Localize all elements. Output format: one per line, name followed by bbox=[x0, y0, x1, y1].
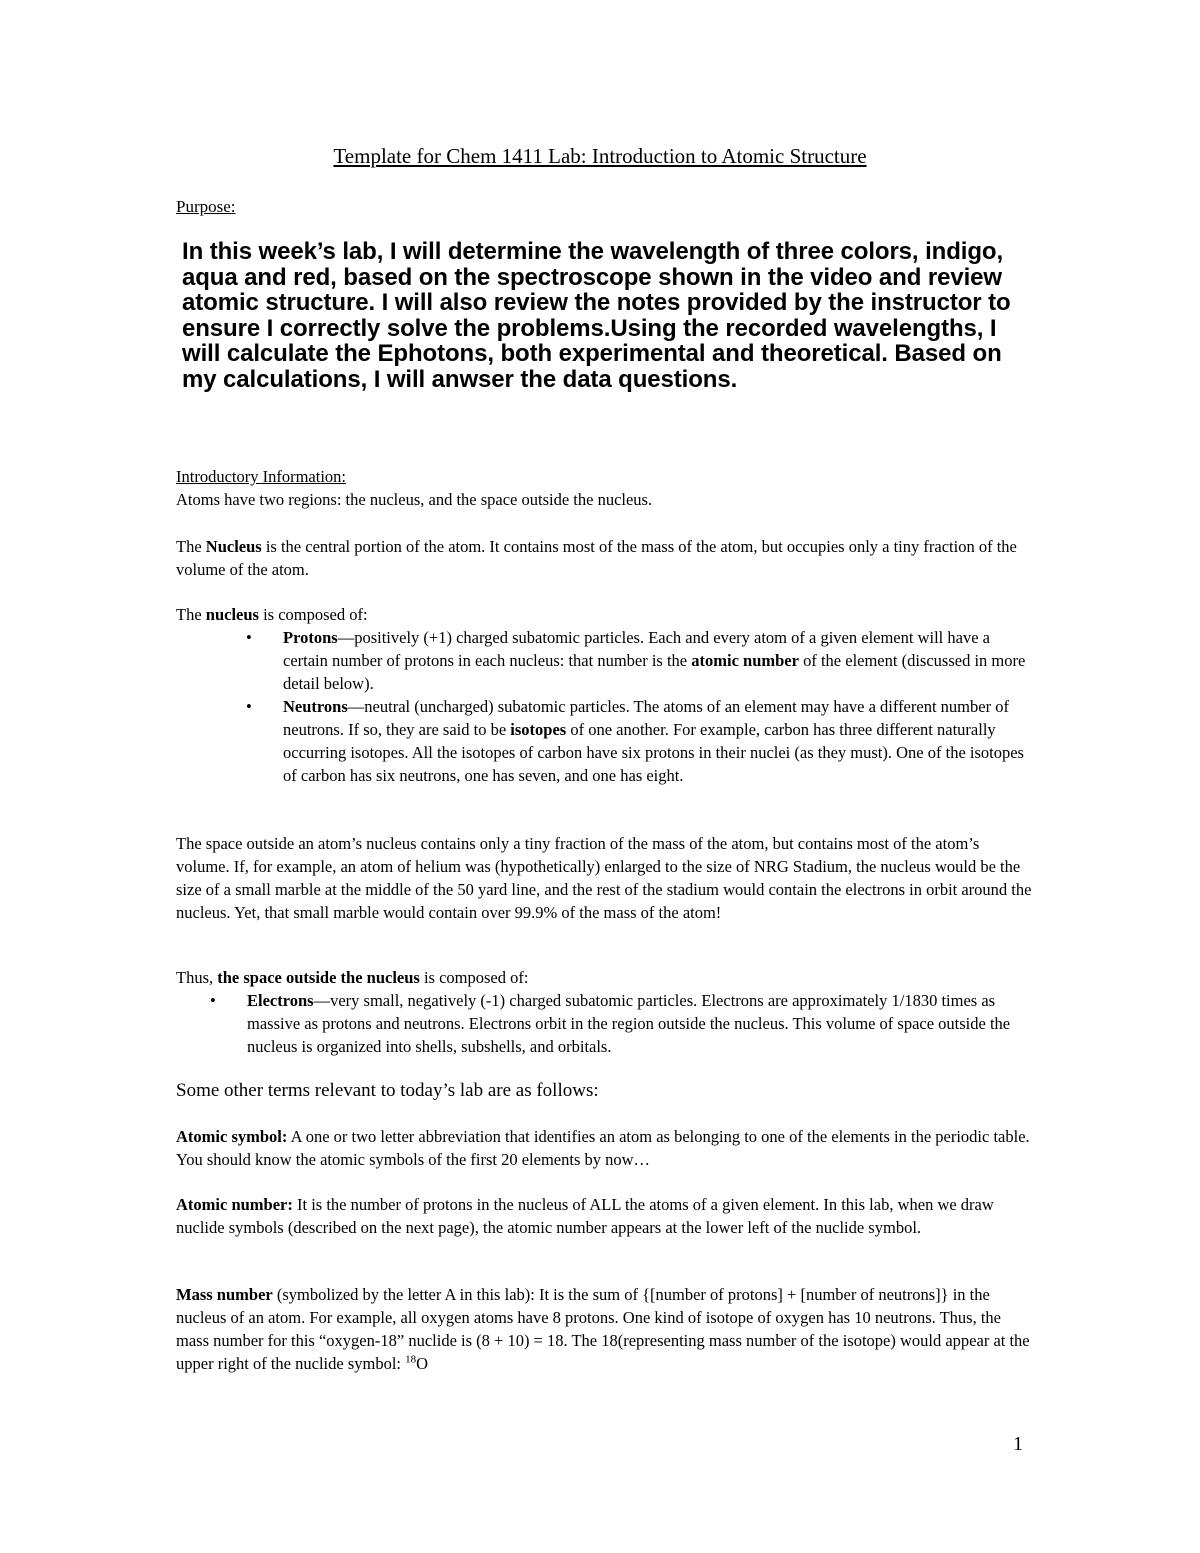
purpose-text: In this week’s lab, I will determine the wavelength of three colors, indigo, aqua and red, based on the spectroscope shown in the video and review atomic structure. I will also review the notes provided by the instructor to ensure I correctly solve the problems.Using the recorded wavelengths, I will calculate the Ephotons, both experimental and theoretical. Based on my calculations, I will anwser the data questions. bbox=[182, 238, 1011, 393]
atomic-number-definition: It is the number of protons in the nucleus of ALL the atoms of a given element. In this lab, when we draw nuclide symbols (described on the next page), the atomic number appears at the lower left of the nuclide symbol. bbox=[176, 1195, 994, 1237]
electron-bullet-list bbox=[176, 989, 1036, 1058]
atomic-symbol-definition: A one or two letter abbreviation that identifies an atom as belonging to one of the elements in the periodic table. You should know the atomic symbols of the first 20 elements by now… bbox=[176, 1127, 1030, 1169]
nucleus-composition bbox=[176, 603, 1036, 787]
atomic-symbol-paragraph bbox=[176, 1125, 1036, 1171]
list-item-electrons bbox=[176, 989, 1036, 1058]
bullet-icon: • bbox=[246, 697, 252, 716]
protons-text: —positively (+1) charged subatomic particles. Each and every atom of a given element will have a certain number of protons in each nucleus: that number is the bbox=[283, 628, 990, 670]
bullet-icon: • bbox=[210, 991, 216, 1010]
composed-term: nucleus bbox=[205, 605, 259, 624]
nucleus-pre: The bbox=[176, 537, 206, 556]
composed-pre: The bbox=[176, 605, 206, 624]
neutrons-term: Neutrons bbox=[283, 697, 348, 716]
atomic-number-paragraph bbox=[176, 1193, 1036, 1239]
atomic-number-term: atomic number bbox=[691, 651, 799, 670]
protons-text-end: of the element (discussed in more detail below). bbox=[283, 651, 1026, 693]
composed-post: is composed of: bbox=[258, 605, 368, 624]
thus-post: is composed of: bbox=[419, 968, 529, 987]
protons-term: Protons bbox=[283, 628, 338, 647]
atomic-number-heading: Atomic number: bbox=[176, 1195, 293, 1214]
nucleus-paragraph bbox=[176, 535, 1036, 581]
regions-text: Atoms have two regions: the nucleus, and the space outside the nucleus. bbox=[176, 490, 653, 509]
nuclide-symbol: O bbox=[416, 1354, 429, 1373]
nucleus-definition: is the central portion of the atom. It contains most of the mass of the atom, but occupies only a tiny fraction of the volume of the atom. bbox=[176, 537, 1017, 579]
nucleus-term: Nucleus bbox=[205, 537, 262, 556]
neutrons-text: —neutral (uncharged) subatomic particles. The atoms of an element may have a different number of neutrons. If so, they are said to be bbox=[283, 697, 1009, 739]
electron-section bbox=[176, 966, 1036, 1058]
bullet-icon: • bbox=[246, 628, 252, 647]
composed-heading bbox=[176, 603, 1036, 626]
electrons-text: —very small, negatively (-1) charged subatomic particles. Electrons are approximately 1/1830 times as massive as protons and neutrons. Electrons orbit in the region outside the nucleus. This volume of space outside the nucleus is organized into shells, subshells, and orbitals. bbox=[247, 991, 1011, 1056]
mass-number-definition: (symbolized by the letter A in this lab): It is the sum of {[number of protons] + [number of neutrons]} in the nucleus of an atom. For example, all oxygen atoms have 8 protons. One kind of isotope of oxygen has 10 neutrons. Thus, the mass number for this “oxygen-18” nuclide is (8 + 10) = 18. The 18(representing mass number of the isotope) would appear at the upper right of the nuclide symbol: bbox=[176, 1285, 1030, 1373]
nucleus-bullet-list bbox=[176, 626, 1036, 787]
list-item-neutrons bbox=[176, 695, 1036, 787]
atomic-symbol-term: Atomic symbol: bbox=[176, 1127, 288, 1146]
electrons-term: Electrons bbox=[247, 991, 314, 1010]
isotopes-term: isotopes bbox=[510, 720, 567, 739]
intro-label: Introductory Information: bbox=[176, 467, 346, 486]
space-paragraph: The space outside an atom’s nucleus contains only a tiny fraction of the mass of the atom, but contains most of the atom’s volume. If, for example, an atom of helium was (hypothetically) enlarged to the size of NRG Stadium, the nucleus would be the size of a small marble at the middle of the 50 yard line, and the rest of the stadium would contain the electrons in orbit around the nucleus. Yet, that small marble would contain over 99.9% of the mass of the atom! bbox=[176, 834, 1032, 922]
other-terms-heading: Some other terms relevant to today’s lab are as follows: bbox=[176, 1080, 599, 1101]
page-number: 1 bbox=[1013, 1433, 1023, 1455]
neutrons-text-end: of one another. For example, carbon has three different naturally occurring isotopes. All the isotopes of carbon have six protons in their nuclei (as they must). One of the isotopes of carbon has six neutrons, one has seven, and one has eight. bbox=[283, 720, 1024, 785]
mass-superscript: 18 bbox=[405, 1353, 417, 1366]
page-title: Template for Chem 1411 Lab: Introduction to Atomic Structure bbox=[333, 144, 867, 168]
thus-term: the space outside the nucleus bbox=[217, 968, 420, 987]
thus-pre: Thus, bbox=[176, 968, 218, 987]
intro-section bbox=[176, 465, 1036, 511]
thus-heading bbox=[176, 966, 1036, 989]
purpose-label: Purpose: bbox=[176, 197, 236, 216]
mass-number-term: Mass number bbox=[176, 1285, 273, 1304]
mass-number-paragraph bbox=[176, 1283, 1036, 1375]
list-item-protons bbox=[176, 626, 1036, 695]
